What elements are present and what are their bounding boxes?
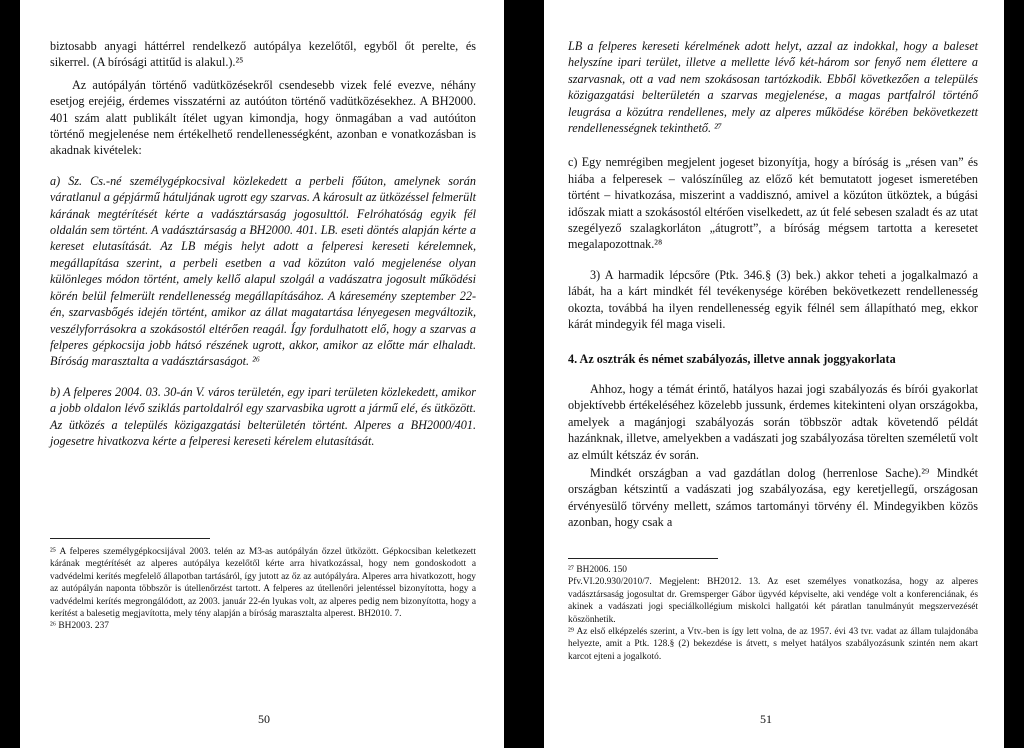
right-body xyxy=(568,38,978,537)
right-paragraph-case-c: c) Egy nemrégiben megjelent jogeset bizonyítja, hogy a bíróság is „résen van” és hiába a felperesek – valószínűleg az előző két bemutatott jogeset ismeretében történt – hivatkozása, miszerint a vaddisznó, amivel a közúton ütköztek, a búgási időszak miatt a szokásostól eltérően viselkedett, az út felé sebesen szaladt és az utat szegélyező szalagkorláton „átugrott”, a bíróság mégsem tartotta a keresetet megalapozottnak.²⁸ xyxy=(568,155,978,252)
left-paragraph-case-b: b) A felperes 2004. 03. 30-án V. város területén, egy ipari területen közlekedett, amikor a jobb oldalon lévő sziklás partoldalról egy szarvasbika ugrott a jármű elé, és ütközött. Az ütközés a település közigazgatási belterületén történt. Alperes a BH2000/401. jogesetre hivatkozva kérte a felperesi kereseti kérelem elutasítását. xyxy=(50,384,476,448)
right-page-number: 51 xyxy=(760,712,772,726)
left-paragraph-case-a: a) Sz. Cs.-né személygépkocsival közlekedett a perbeli főúton, amelynek során váratlanul a gépjármű hátuljának ugrott egy szarvas. A károsult az ütközéssel felmerült kárának megtérítését kérte a vadásztársaság jogosulttól. Felróhatóság egyik fél oldalán sem történt. A vadásztársaság a BH2000. 401. LB. eseti döntés alapján kérte a kereset elutasítását. Az LB mégis helyt adott a felperesi kereseti kérelemnek, megállapítása szerint, a perbeli esetben a vad közúton való megjelenése olyan különleges módon történt, amely kellő alapul szolgál a vadászatra jogosult működési körén belül felmerült rendellenesség megállapításához. A káresemény szeptember 22-én, szarvasbőgés idején történt, amikor az állat magatartása lényegesen megváltozik, veszélyforrásokra a szokásostól eltérően reagál. Így fordulhatott elő, hogy a szarvas a felperes gépkocsija jobb hátsó részének ugrott, akkor, amikor az előtte már elhaladt. Bíróság marasztalta a vadásztársaságot. ²⁶ xyxy=(50,173,476,369)
right-footnote-rule xyxy=(568,558,718,559)
right-paragraph-3: 3) A harmadik lépcsőre (Ptk. 346.§ (3) bek.) akkor teheti a jogalkalmazó a lábát, ha a kárt mindkét fél tevékenysége körében bekövetkezett rendellenesség okozta, továbbá ha ilyen rendellenesség egyik félnél sem állapítható meg, ekkor kárát mindegyik fél maga viseli. xyxy=(568,267,978,332)
footnote-27: ²⁷ BH2006. 150 xyxy=(568,565,627,575)
left-body xyxy=(50,38,476,455)
right-footnotes xyxy=(568,564,978,663)
left-paragraph-2: Az autópályán történő vadütközésekről csendesebb vizek felé evezve, néhány esetjog erejéig, érdemes visszatérni az autóúton történő vadütközésekhez. A BH2000. 401 szám alatt publikált ítélet ugyan kimondja, hogy önmagában a vad autóúton történő megjelenése nem értékelhető rendellenességként, azonban e vonatkozásban is akadnak kivételek: xyxy=(50,77,476,158)
right-paragraph-6: Mindkét országban a vad gazdátlan dolog (herrenlose Sache).²⁹ Mindkét országban kétszintű a vadászati jog szabályozása, egy keretjellegű, országosan érvényesülő törvény mellett, számos tartományi törvény él. Mindegyikben közös azonban, hogy csak a xyxy=(568,465,978,530)
footnote-29: ²⁹ Az első elképzelés szerint, a Vtv.-ben is így lett volna, de az 1957. évi 43 tvr. vadat az állam tulajdonába helyezte, amit a Ptk. 128.§ (2) bekezdése is átvett, s melyet hatályos szabályozásunk szintén nem akart karcot ejteni a jogalkotó. xyxy=(568,627,978,662)
left-footnotes xyxy=(50,546,476,633)
right-page xyxy=(544,0,1004,748)
right-paragraph-1: LB a felperes kereseti kérelmének adott helyt, azzal az indokkal, hogy a baleset helyszíne ipari terület, illetve a mellette lévő két-három sor fenyő nem élettere a szarvasnak, ott a vad nem szokásosan tartózkodik. Ebből következően a település közigazgatási belterületén a szarvas megjelenése, a magas partfalról történő leugrása a közútra rendellenes, mely az alperes működése körében bekövetkezett rendellenességnek tekinthető. ²⁷ xyxy=(568,39,978,136)
left-footnote-rule xyxy=(50,538,210,539)
left-page xyxy=(20,0,504,748)
footnote-26: ²⁶ BH2003. 237 xyxy=(50,621,109,632)
left-page-number: 50 xyxy=(258,712,270,726)
footnote-28: Pfv.VI.20.930/2010/7. Megjelent: BH2012. 13. Az eset személyes vonatkozása, hogy az alperes vadásztársaság jogosultat dr. Gremsperger Gábor ügyvéd képviselte, aki vendége volt a konferenciának, és akinek a vadászati jogi speciálkollégium miskolci hallgatói két páratlan tanulmányút megszervezését köszönhetik. xyxy=(568,577,978,625)
section-heading: 4. Az osztrák és német szabályozás, illetve annak joggyakorlata xyxy=(568,351,896,366)
footnote-25: ²⁵ A felperes személygépkocsijával 2003. telén az M3-as autópályán őzzel ütközött. Gépkocsiban keletkezett kárának megtérítését az alperes autópálya kezelőtől kérte arra hivatkozással, hogy nem gondoskodott a vadvédelmi kerítés megfelelő állapotban tartásáról, így jutott az őz az autópályára. Alperes arra hivatkozott, hogy az autópályán naponta többször is útellenőrzést tartott. A felperes az útellenőri jelentéssel bizonyította, hogy a vadvédelmi kerítés megrongálódott, az 2003. január 22-én lyukas volt, az alperes pedig nem bizonyította, hogy a kerítést a balesetig megjavította, mely tény alapján a bíróság marasztalta alperest. BH2010. 7. xyxy=(50,547,476,620)
right-paragraph-5: Ahhoz, hogy a témát érintő, hatályos hazai jogi szabályozás és bírói gyakorlat objektívebb értékeléséhez közelebb jussunk, érdemes kitekinteni olyan országokba, amelyek a magánjogi szabályozás során többször adtak követendő példát hazánknak, illetve, amelyekben a vadászati jog szabályozása törelten személetű volt az elmúlt kétszáz év során. xyxy=(568,381,978,462)
book-gutter xyxy=(504,0,544,748)
left-paragraph-1: biztosabb anyagi háttérrel rendelkező autópálya kezelőtől, egyből őt perelte, és sikerrel. (A bírósági attitűd is alakul.).²⁵ xyxy=(50,39,476,70)
